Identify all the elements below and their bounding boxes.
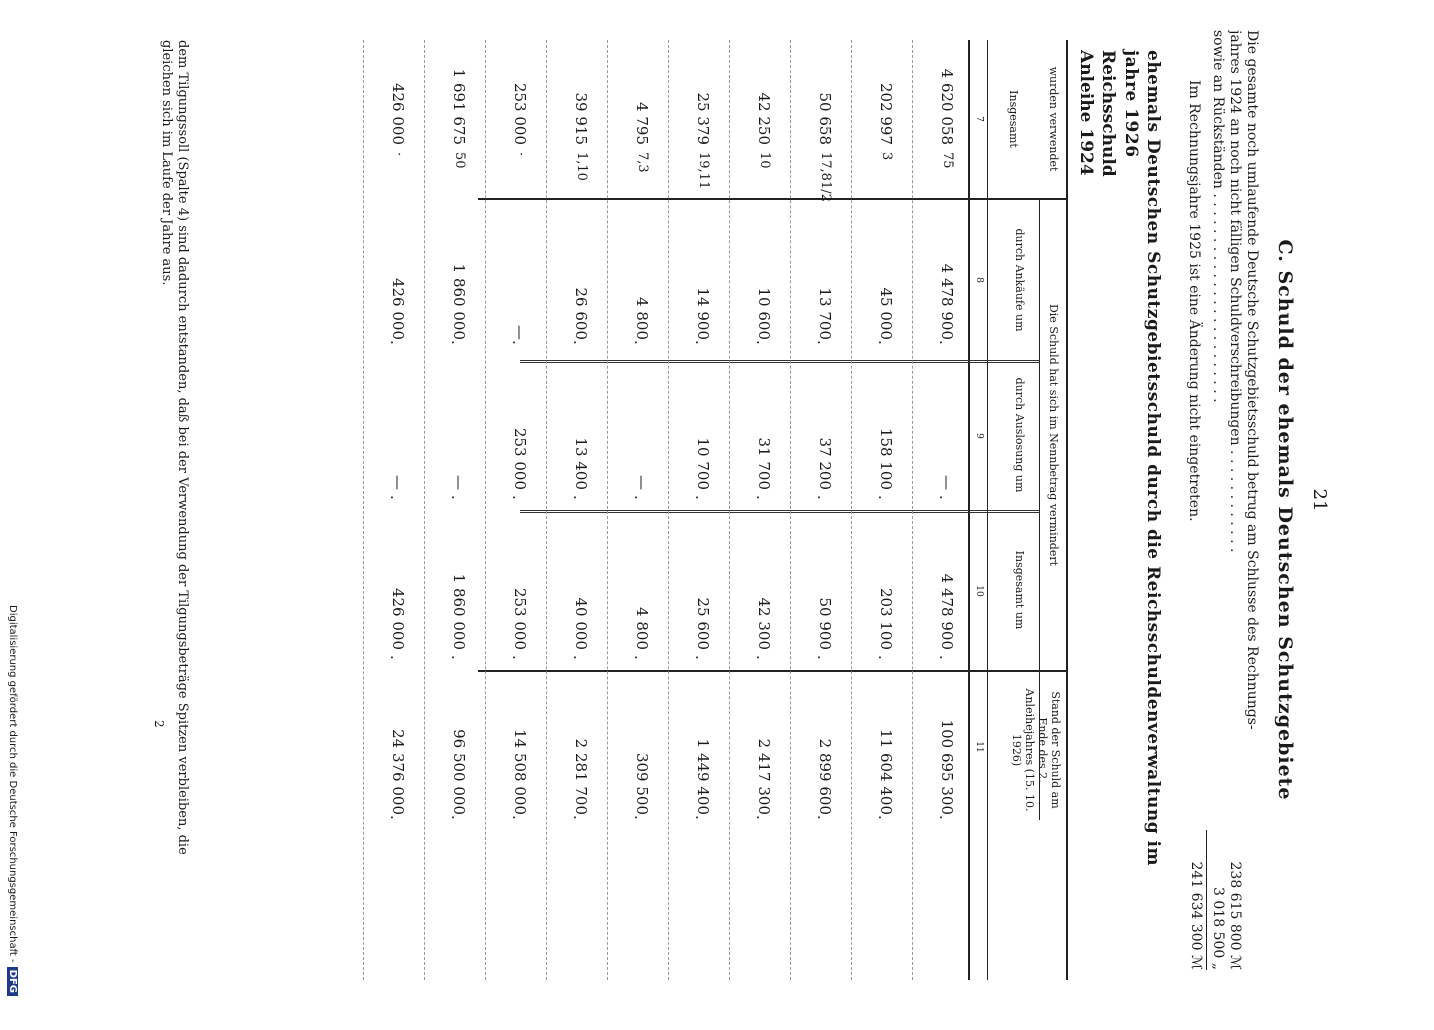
- footnote-line-2: gleichen sich im Laufe der Jahre aus.: [159, 40, 174, 286]
- table-cell-c11: 24 376 000: [389, 729, 407, 815]
- row-separator: [485, 40, 486, 980]
- table-top-rule: [1066, 40, 1068, 980]
- table-cell-c11: 1 449 400: [694, 738, 712, 815]
- leader-dot: .: [936, 655, 954, 660]
- table-cell-c11: 11 604 400: [877, 729, 895, 815]
- leader-dot: .: [875, 655, 893, 660]
- table-cell-c11: 14 508 000: [511, 729, 529, 815]
- table-cell-c9: —: [633, 475, 651, 490]
- table-cell-c8: 26 600: [572, 287, 590, 340]
- leader-dot: .: [387, 815, 405, 820]
- header-col7: Insgesamt: [1007, 90, 1020, 148]
- table-cell-c11: 2 899 600: [816, 738, 834, 815]
- leader-dot: .: [509, 655, 527, 660]
- document-page: [70, 20, 1330, 980]
- table-cell-c11: 96 500 000: [450, 729, 468, 815]
- leader-dot: .: [631, 340, 649, 345]
- leader-dot: .: [753, 655, 771, 660]
- debt-table: [368, 40, 1068, 980]
- leader-dot: .: [448, 340, 466, 345]
- divider-col8: [520, 360, 1040, 363]
- table-cell-c8: 426 000: [389, 277, 407, 340]
- table-cell-c7: 202 997: [877, 82, 895, 145]
- table-cell-c7-fraction: 10: [757, 152, 772, 169]
- leader-dot: .: [936, 495, 954, 500]
- leader-dot: .: [753, 340, 771, 345]
- colnum-8: 8: [974, 277, 984, 283]
- table-cell-c7-fraction: 75: [940, 152, 955, 169]
- leader-dot: .: [814, 495, 832, 500]
- footnote-line-1: dem Tilgungssoll (Spalte 4) sind dadurch entstanden, daß bei der Verwendung der Tilgungsbeträge Spitzen verbleiben, die: [175, 40, 190, 855]
- table-cell-c7: 426 000: [389, 82, 407, 145]
- table-cell-c7-fraction: 1,10: [574, 152, 589, 181]
- table-cell-c9: 158 100: [877, 427, 895, 490]
- footnote: [158, 40, 190, 940]
- leader-dot: .: [875, 815, 893, 820]
- sum-rule: [1206, 830, 1207, 970]
- leader-dot: .: [448, 655, 466, 660]
- dfg-logo: DFG: [7, 967, 18, 996]
- table-cell-c7: 4 620 058: [938, 68, 956, 145]
- leader-dot: .: [509, 495, 527, 500]
- leader-dot: .: [631, 815, 649, 820]
- subtitle-reichsschuld: Reichsschuld: [1098, 50, 1118, 177]
- table-cell-c7-fraction: 17,81/2: [818, 152, 833, 202]
- leader-dot: .: [570, 815, 588, 820]
- leader-dot: .: [875, 340, 893, 345]
- table-cell-c8: 1 860 000: [450, 263, 468, 340]
- table-cell-c7-fraction: ·: [391, 152, 406, 157]
- leader-dot: .: [448, 815, 466, 820]
- credit-text: Digitalisierung gefördert durch die Deutsche Forschungsgemeinschaft -: [7, 605, 18, 963]
- leader-dot: .: [631, 495, 649, 500]
- row-separator: [729, 40, 730, 980]
- table-cell-c7: 253 000: [511, 82, 529, 145]
- table-cell-c8: 10 600: [755, 287, 773, 340]
- table-cell-c8: 13 700: [816, 287, 834, 340]
- table-cell-c9: 31 700: [755, 437, 773, 490]
- table-cell-c7-fraction: 7,3: [635, 152, 650, 173]
- subtitle-anleihe: Anleihe 1924: [1076, 50, 1096, 176]
- header-col7-group: wurden verwendet: [1047, 66, 1060, 172]
- table-cell-c10: 4 800: [633, 607, 651, 650]
- table-cell-c10: 4 478 900: [938, 573, 956, 650]
- leader-dot: .: [570, 655, 588, 660]
- table-cell-c10: 1 860 000: [450, 573, 468, 650]
- table-cell-c9: 253 000: [511, 427, 529, 490]
- table-cell-c7-fraction: 19,11: [696, 152, 711, 190]
- leader-dot: .: [387, 655, 405, 660]
- table-cell-c7: 25 379: [694, 92, 712, 145]
- leader-dot: .: [814, 815, 832, 820]
- sheet-mark: 2: [152, 720, 166, 728]
- table-cell-c9: —: [389, 475, 407, 490]
- row-separator: [363, 40, 364, 980]
- row-separator: [546, 40, 547, 980]
- table-cell-c8: 4 478 900: [938, 263, 956, 340]
- leader-dot: .: [448, 495, 466, 500]
- row-separator: [607, 40, 608, 980]
- subtitle-heading: [1120, 50, 1164, 960]
- colnum-9: 9: [974, 433, 984, 439]
- row-separator: [851, 40, 852, 980]
- table-cell-c10: 426 000: [389, 587, 407, 650]
- table-cell-c9: —: [450, 475, 468, 490]
- leader-dot: .: [509, 340, 527, 345]
- leader-dot: .: [509, 815, 527, 820]
- table-cell-c10: 203 100: [877, 587, 895, 650]
- colnum-11: 11: [974, 741, 984, 753]
- table-cell-c10: 42 300: [755, 597, 773, 650]
- leader-dot: .: [692, 495, 710, 500]
- leader-dot: .: [692, 340, 710, 345]
- row-separator: [912, 40, 913, 980]
- digitization-credit: [7, 605, 18, 996]
- table-cell-c11: 2 417 300: [755, 738, 773, 815]
- intro-line-1: Die gesamte noch umlaufende Deutsche Schutzgebietsschuld betrug am Schlusse des Rechnungs-: [1244, 30, 1260, 730]
- table-cell-c7: 42 250: [755, 92, 773, 145]
- table-cell-c7-fraction: 3: [879, 152, 894, 161]
- page-number: 21: [1309, 488, 1330, 512]
- table-cell-c9: 13 400: [572, 437, 590, 490]
- table-cell-c7-fraction: ·: [513, 152, 528, 157]
- table-cell-c7: 1 691 675: [450, 68, 468, 145]
- table-cell-c7: 50 658: [816, 92, 834, 145]
- leader-dot: .: [570, 495, 588, 500]
- table-cell-c8: 4 800: [633, 297, 651, 340]
- table-cell-c10: 253 000: [511, 587, 529, 650]
- intro-amount-1: 238 615 800 ℳ: [1227, 861, 1243, 970]
- header-col11: Stand der Schuld am Ende des 2. Anleihejahres (15. 10. 1926): [1010, 688, 1062, 812]
- intro-line-2: jahres 1924 an noch nicht fälligen Schuldverschreibungen . . . . . . . . . . . .: [1227, 30, 1243, 553]
- leader-dot: .: [631, 655, 649, 660]
- row-separator: [790, 40, 791, 980]
- leader-dot: .: [753, 495, 771, 500]
- header-col8: durch Ankäufe um: [1013, 228, 1026, 332]
- section-title: C. Schuld der ehemals Deutschen Schutzgebiete: [1274, 239, 1296, 801]
- leader-dot: .: [692, 655, 710, 660]
- table-cell-c10: 50 900: [816, 597, 834, 650]
- header-col9: durch Auslosung um: [1013, 377, 1026, 493]
- leader-dot: .: [692, 815, 710, 820]
- intro-line-3: sowie an Rückständen . . . . . . . . . . . . . . . . . . . . . . . .: [1210, 30, 1226, 403]
- table-cell-c9: 10 700: [694, 437, 712, 490]
- leader-dot: .: [936, 340, 954, 345]
- leader-dot: .: [387, 495, 405, 500]
- header-col10: Insgesamt um: [1013, 550, 1026, 630]
- subtitle-line-2: jahre 1926: [1121, 50, 1141, 158]
- table-cell-c8: 45 000: [877, 287, 895, 340]
- divider-col9: [520, 510, 1040, 513]
- leader-dot: .: [875, 495, 893, 500]
- row-separator: [424, 40, 425, 980]
- colnum-10: 10: [974, 585, 984, 597]
- table-cell-c10: 25 600: [694, 597, 712, 650]
- table-cell-c7-fraction: 50: [452, 152, 467, 169]
- subtitle-line-1: ehemals Deutschen Schutzgebietsschuld durch die Reichsschuldenverwaltung im: [1143, 50, 1163, 866]
- table-cell-c7: 4 795: [633, 102, 651, 145]
- intro-line-4: Im Rechnungsjahre 1925 ist eine Änderung nicht eingetreten.: [1186, 80, 1202, 522]
- leader-dot: .: [936, 815, 954, 820]
- table-cell-c11: 309 500: [633, 752, 651, 815]
- table-cell-c9: —: [938, 475, 956, 490]
- table-cell-c8: —: [511, 325, 529, 340]
- table-cell-c11: 2 281 700: [572, 738, 590, 815]
- row-separator: [668, 40, 669, 980]
- intro-amount-2: 3 018 500 „: [1210, 887, 1226, 970]
- leader-dot: .: [814, 655, 832, 660]
- table-cell-c10: 40 000: [572, 597, 590, 650]
- intro-total: 241 634 300 ℳ: [1188, 861, 1204, 970]
- colnum-7: 7: [974, 116, 984, 122]
- table-cell-c9: 37 200: [816, 437, 834, 490]
- leader-dot: .: [753, 815, 771, 820]
- leader-dot: .: [570, 340, 588, 345]
- table-cell-c8: 14 900: [694, 287, 712, 340]
- table-cell-c11: 100 695 300: [938, 719, 956, 815]
- table-cell-c7: 39 915: [572, 92, 590, 145]
- leader-dot: .: [814, 340, 832, 345]
- header-reduced-group: Die Schuld hat sich im Nennbetrag vermindert: [1047, 303, 1060, 567]
- leader-dot: .: [387, 340, 405, 345]
